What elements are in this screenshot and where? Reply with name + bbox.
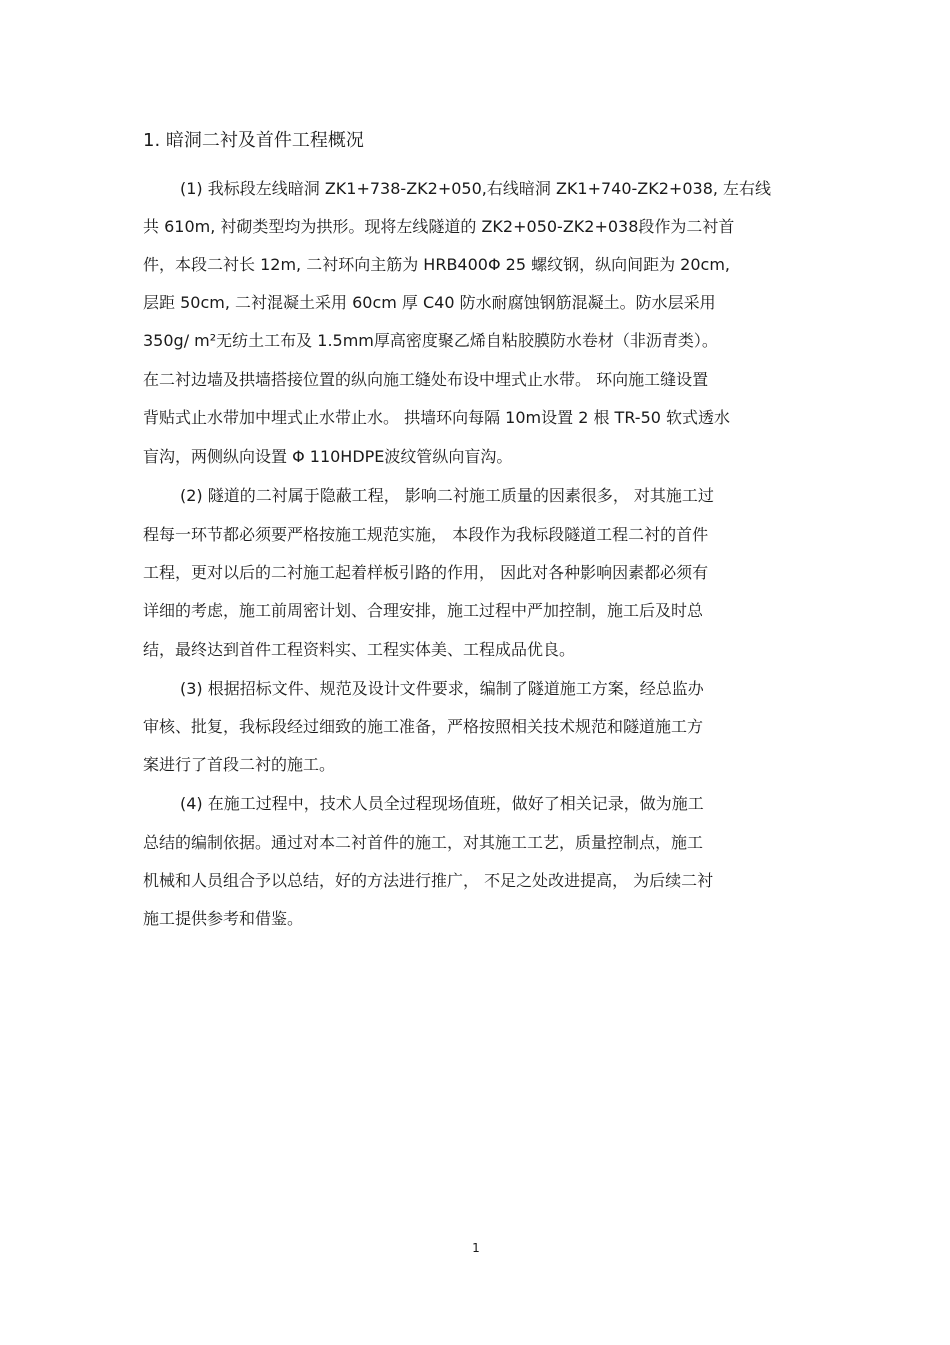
paragraph-1-line-1: (1) 我标段左线暗洞 ZK1+738-ZK2+050,右线暗洞 ZK1+740-ZK2+038, 左右线 xyxy=(180,179,772,198)
paragraph-2-line-5: 结，最终达到首件工程资料实、工程实体美、工程成品优良。 xyxy=(143,640,576,659)
paragraph-3-line-2: 审核、批复，我标段经过细致的施工准备，严格按照相关技术规范和隧道施工方 xyxy=(143,717,704,736)
paragraph-4-line-3: 机械和人员组合予以总结，好的方法进行推广， 不足之处改进提高， 为后续二衬 xyxy=(143,871,714,890)
paragraph-2-line-3: 工程，更对以后的二衬施工起着样板引路的作用， 因此对各种影响因素都必须有 xyxy=(143,563,709,582)
paragraph-2-line-2: 程每一环节都必须要严格按施工规范实施， 本段作为我标段隧道工程二衬的首件 xyxy=(143,525,709,544)
paragraph-1-line-2: 共 610m, 衬砌类型均为拱形。现将左线隧道的 ZK2+050-ZK2+038段作为二衬首 xyxy=(143,217,735,236)
section-title: 1. 暗洞二衬及首件工程概况 xyxy=(143,130,364,151)
paragraph-4-line-2: 总结的编制依据。通过对本二衬首件的施工，对其施工工艺，质量控制点，施工 xyxy=(143,833,704,852)
paragraph-1-line-3: 件，本段二衬长 12m, 二衬环向主筋为 HRB400Φ 25 螺纹钢，纵向间距为 20cm, xyxy=(143,255,730,274)
paragraph-2-line-4: 详细的考虑，施工前周密计划、合理安排，施工过程中严加控制，施工后及时总 xyxy=(143,601,704,620)
paragraph-1-line-6: 在二衬边墙及拱墙搭接位置的纵向施工缝处布设中埋式止水带。 环向施工缝设置 xyxy=(143,370,709,389)
paragraph-4-line-4: 施工提供参考和借鉴。 xyxy=(143,909,304,928)
paragraph-1-line-7: 背贴式止水带加中埋式止水带止水。 拱墙环向每隔 10m设置 2 根 TR-50 软式透水 xyxy=(143,408,731,427)
paragraph-2-line-1: (2) 隧道的二衬属于隐蔽工程， 影响二衬施工质量的因素很多， 对其施工过 xyxy=(180,486,714,505)
page-number: 1 xyxy=(472,1241,480,1255)
paragraph-3-line-1: (3) 根据招标文件、规范及设计文件要求，编制了隧道施工方案，经总监办 xyxy=(180,679,704,698)
paragraph-4-line-1: (4) 在施工过程中，技术人员全过程现场值班，做好了相关记录，做为施工 xyxy=(180,794,704,813)
paragraph-1-line-5: 350g/ m²无纺土工布及 1.5mm厚高密度聚乙烯自粘胶膜防水卷材（非沥青类）。 xyxy=(143,331,718,350)
paragraph-3-line-3: 案进行了首段二衬的施工。 xyxy=(143,755,336,774)
paragraph-1-line-4: 层距 50cm, 二衬混凝土采用 60cm 厚 C40 防水耐腐蚀钢筋混凝土。防水层采用 xyxy=(143,293,716,312)
paragraph-1-line-8: 盲沟，两侧纵向设置 Φ 110HDPE波纹管纵向盲沟。 xyxy=(143,447,513,466)
